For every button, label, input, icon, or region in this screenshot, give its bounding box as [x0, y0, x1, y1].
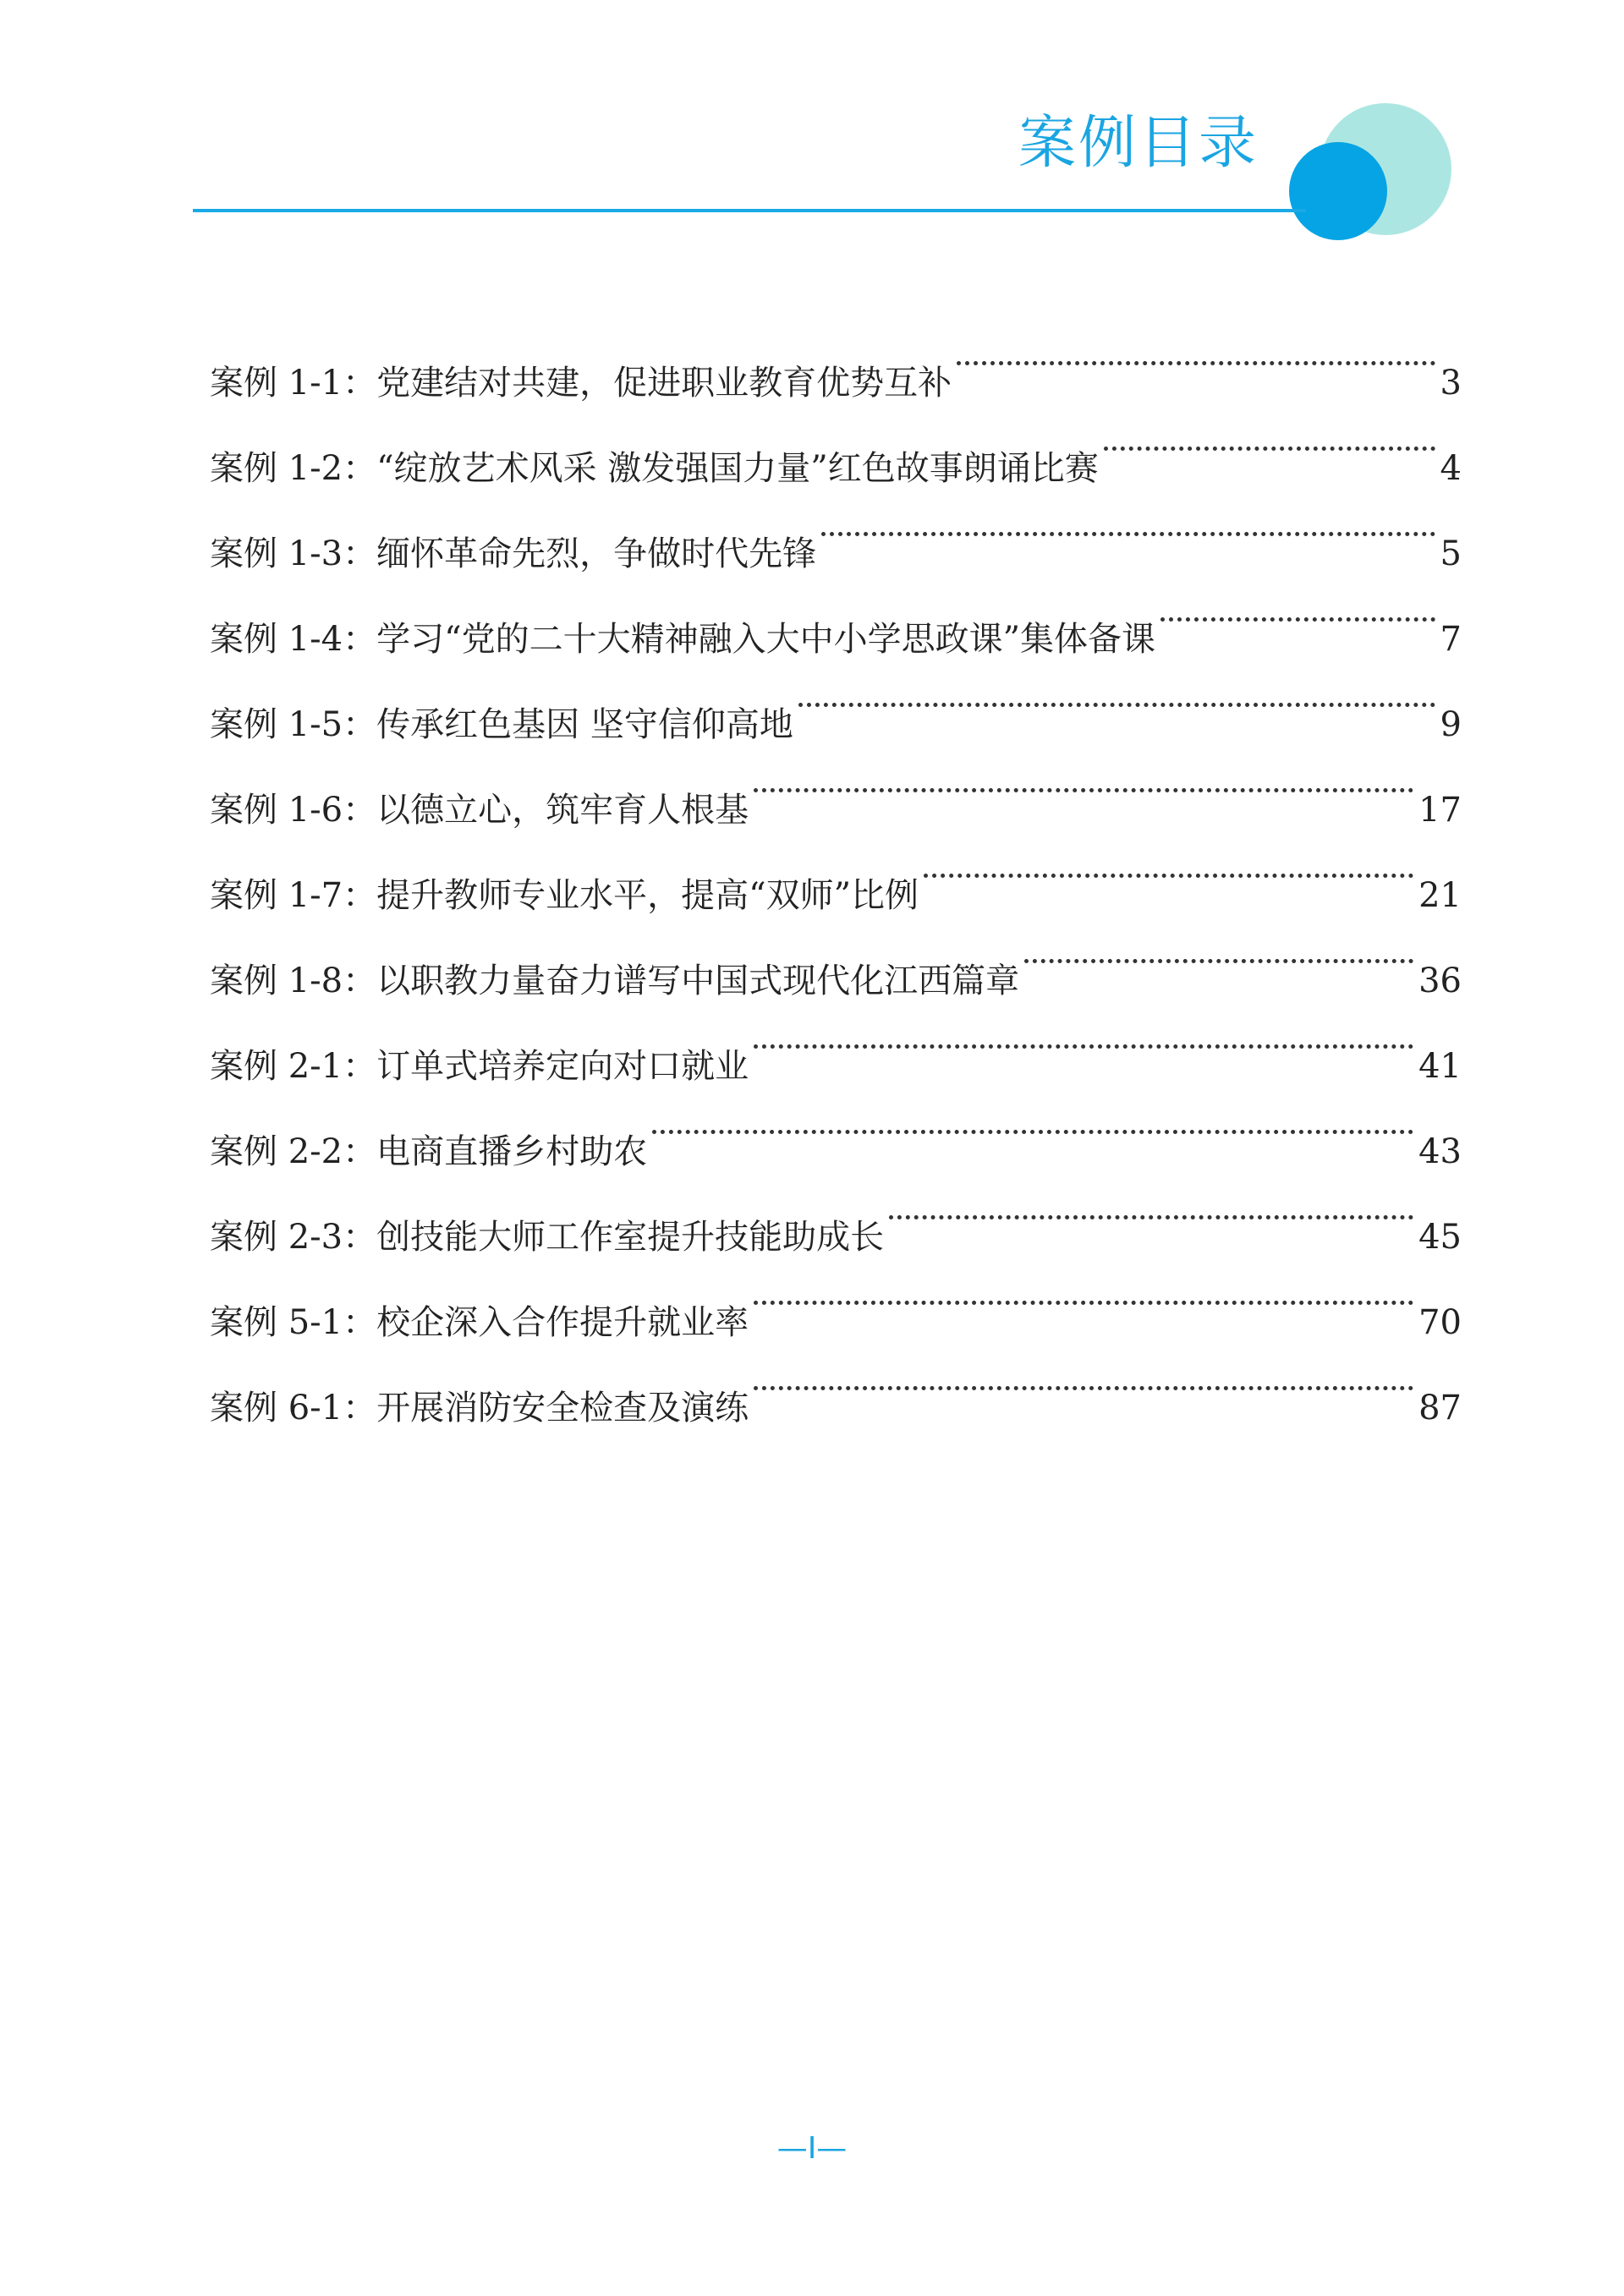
toc-dot-leader	[652, 1077, 1413, 1163]
toc-entry-title: 以职教力量奋力谱写中国式现代化江西篇章	[376, 962, 1020, 1000]
toc-entry-separator: ：	[343, 791, 377, 830]
page-number: —I—	[776, 2131, 848, 2166]
toc-entry-page-number: 43	[1418, 1132, 1462, 1171]
toc-entry-separator: ：	[343, 364, 377, 403]
toc-entry-page-number: 4	[1440, 449, 1462, 488]
toc-entry-page-number: 87	[1418, 1389, 1462, 1427]
toc-entry-label: 案例 2-1	[210, 1047, 343, 1086]
header-divider	[193, 209, 1306, 212]
toc-entry-label: 案例 1-7	[210, 876, 343, 915]
toc-entry-page-number: 9	[1440, 705, 1462, 744]
toc-entry-label: 案例 2-2	[210, 1132, 343, 1171]
toc-entry-page-number: 41	[1418, 1047, 1462, 1086]
toc-entry-title: “绽放艺术风采 激发强国力量”红色故事朗诵比赛	[376, 449, 1099, 488]
toc-entry-separator: ：	[343, 876, 377, 915]
toc-dot-leader	[754, 992, 1413, 1077]
toc-dot-leader	[754, 736, 1413, 821]
toc-entry-label: 案例 6-1	[210, 1389, 343, 1427]
toc-entry-label: 案例 1-8	[210, 962, 343, 1000]
toc-entry-page-number: 3	[1440, 364, 1462, 403]
toc-entry-separator: ：	[343, 620, 377, 659]
toc-entry-title: 以德立心，筑牢育人根基	[376, 791, 749, 830]
table-of-contents	[210, 309, 1462, 1427]
toc-entry-page-number: 7	[1440, 620, 1462, 659]
toc-entry-title: 学习“党的二十大精神融入大中小学思政课”集体备课	[376, 620, 1156, 659]
toc-entry-title: 电商直播乡村助农	[376, 1132, 648, 1171]
toc-dot-leader	[924, 821, 1413, 907]
toc-entry-label: 案例 1-2	[210, 449, 343, 488]
toc-entry-title: 开展消防安全检查及演练	[376, 1389, 749, 1427]
page-header	[0, 0, 1624, 254]
toc-dot-leader	[754, 1334, 1413, 1419]
toc-entry-page-number: 5	[1440, 534, 1462, 573]
page-title: 案例目录	[1018, 110, 1259, 177]
toc-entry-label: 案例 1-4	[210, 620, 343, 659]
toc-entry-page-number: 21	[1418, 876, 1462, 915]
toc-entry[interactable]	[210, 309, 1462, 403]
toc-dot-leader	[754, 1248, 1413, 1334]
toc-entry-separator: ：	[343, 534, 377, 573]
toc-entry-separator: ：	[343, 1389, 377, 1427]
toc-entry-title: 缅怀革命先烈，争做时代先锋	[376, 534, 817, 573]
toc-entry-title: 订单式培养定向对口就业	[376, 1047, 749, 1086]
toc-entry-label: 案例 1-5	[210, 705, 343, 744]
toc-entry-title: 创技能大师工作室提升技能助成长	[376, 1218, 885, 1257]
toc-entry-separator: ：	[343, 705, 377, 744]
toc-dot-leader	[798, 650, 1435, 736]
toc-entry-separator: ：	[343, 962, 377, 1000]
toc-entry-title: 校企深入合作提升就业率	[376, 1303, 749, 1342]
toc-dot-leader	[1024, 907, 1413, 992]
decorative-circle-small	[1289, 142, 1387, 240]
toc-entry-label: 案例 1-6	[210, 791, 343, 830]
toc-entry-title: 提升教师专业水平，提高“双师”比例	[376, 876, 919, 915]
toc-entry-label: 案例 1-1	[210, 364, 343, 403]
toc-entry-label: 案例 2-3	[210, 1218, 343, 1257]
toc-entry-label: 案例 1-3	[210, 534, 343, 573]
toc-entry-separator: ：	[343, 1218, 377, 1257]
toc-entry-separator: ：	[343, 449, 377, 488]
toc-entry-page-number: 70	[1418, 1303, 1462, 1342]
toc-entry-separator: ：	[343, 1303, 377, 1342]
toc-dot-leader	[821, 479, 1435, 565]
toc-entry-page-number: 17	[1418, 791, 1462, 830]
toc-dot-leader	[957, 309, 1435, 394]
toc-entry-page-number: 36	[1418, 962, 1462, 1000]
toc-dot-leader	[889, 1163, 1413, 1248]
toc-dot-leader	[1160, 565, 1435, 650]
toc-entry-separator: ：	[343, 1132, 377, 1171]
toc-entry-separator: ：	[343, 1047, 377, 1086]
toc-entry-title: 传承红色基因 坚守信仰高地	[376, 705, 793, 744]
toc-entry-title: 党建结对共建，促进职业教育优势互补	[376, 364, 952, 403]
toc-dot-leader	[1104, 394, 1435, 479]
toc-entry-label: 案例 5-1	[210, 1303, 343, 1342]
toc-entry-page-number: 45	[1418, 1218, 1462, 1257]
